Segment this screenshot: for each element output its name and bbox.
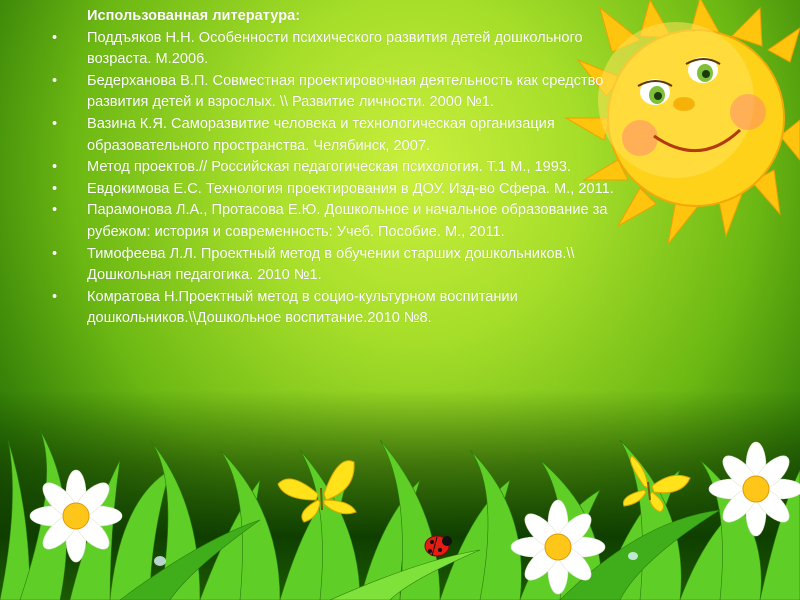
reference-item: • Комратова Н.Проектный метод в социо-культурном воспитании дошкольников.\\Дошкольное воспитание.2010 №8.: [52, 287, 632, 330]
reference-item: • Метод проектов.// Российская педагогическая психология. Т.1 М., 1993.: [52, 157, 632, 179]
references-heading: Использованная литература:: [87, 8, 301, 24]
reference-item: • Евдокимова Е.С. Технология проектирования в ДОУ. Изд-во Сфера. М., 2011.: [52, 179, 632, 201]
references-block: [52, 6, 632, 330]
reference-item: • Тимофеева Л.Л. Проектный метод в обучении старших дошкольников.\\ Дошкольная педагогика. 2010 №1.: [52, 244, 632, 287]
butterfly-icon: [623, 456, 690, 512]
ladybug-icon: [425, 536, 452, 556]
reference-item: • Вазина К.Я. Саморазвитие человека и технологическая организация образовательного пространства. Челябинск, 2007.: [52, 114, 632, 157]
references-list: [52, 28, 632, 330]
reference-item: • Бедерханова В.П. Совместная проектировочная деятельность как средство развития детей и взрослых. \\ Развитие личности. 2000 №1.: [52, 71, 632, 114]
reference-item: • Поддъяков Н.Н. Особенности психического развития детей дошкольного возраста. М.2006.: [52, 28, 632, 71]
reference-item: • Парамонова Л.А., Протасова Е.Ю. Дошкольное и начальное образование за рубежом: история и современность: Учеб. Пособие. М., 2011.: [52, 200, 632, 243]
